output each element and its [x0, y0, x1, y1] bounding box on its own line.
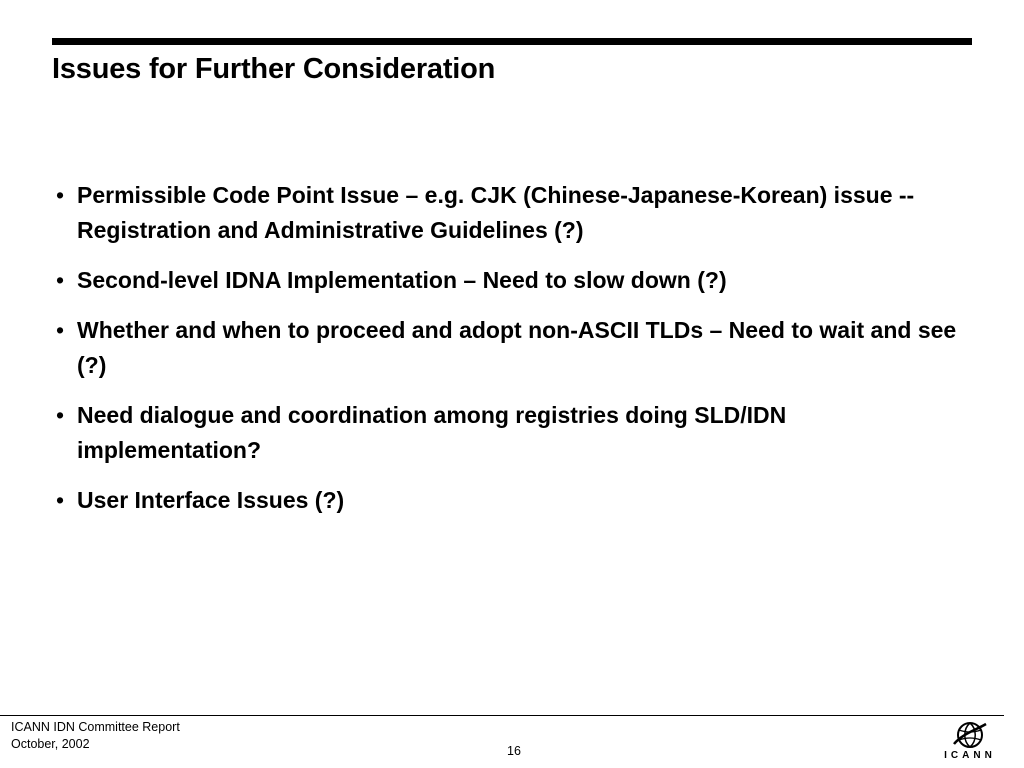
bullet-text: Second-level IDNA Implementation – Need to slow down (?) [77, 267, 727, 293]
bullet-text: User Interface Issues (?) [77, 487, 345, 513]
page-number: 16 [507, 744, 521, 758]
bullet-text: Whether and when to proceed and adopt non-ASCII TLDs – Need to wait and see (?) [77, 317, 957, 378]
bullet-item-code-point [56, 178, 966, 248]
icann-logo [937, 720, 1003, 764]
bullet-item-user-interface [56, 483, 966, 518]
globe-icon [952, 720, 988, 750]
bullet-mark: • [56, 267, 65, 293]
bullet-mark: • [56, 487, 65, 513]
bullet-mark: • [56, 402, 65, 428]
bullet-item-registry-coordination [56, 398, 966, 468]
bullet-list [56, 178, 966, 533]
footer-report-title: ICANN IDN Committee Report [11, 720, 180, 734]
logo-text: ICANN [944, 750, 996, 761]
bullet-item-non-ascii-tlds [56, 313, 966, 383]
bullet-item-second-level-idna [56, 263, 966, 298]
title-top-rule [52, 38, 972, 45]
footer-rule [0, 715, 1004, 716]
slide-title: Issues for Further Consideration [52, 53, 496, 85]
bullet-text: Permissible Code Point Issue – e.g. CJK (Chinese-Japanese-Korean) issue -- Registration and Administrative Guidelines (?) [77, 182, 915, 243]
bullet-text: Need dialogue and coordination among registries doing SLD/IDN implementation? [77, 402, 787, 463]
bullet-mark: • [56, 317, 65, 343]
footer-date: October, 2002 [11, 737, 90, 751]
bullet-mark: • [56, 182, 65, 208]
